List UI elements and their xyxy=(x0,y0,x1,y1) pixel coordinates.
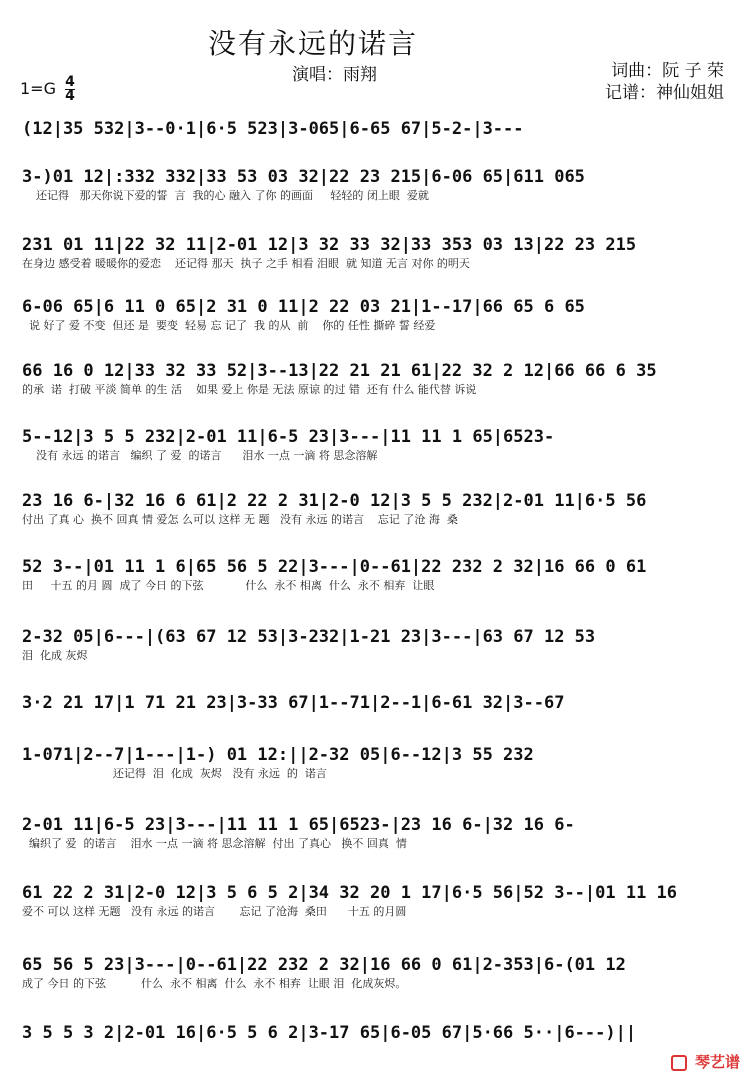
song-title: 没有永远的诺言 xyxy=(208,27,419,60)
key-label: 1=G xyxy=(20,79,56,98)
score-row-9 xyxy=(22,626,728,664)
lyrics-credit: 词曲：阮 子 荣 xyxy=(611,61,724,81)
score-row-1 xyxy=(22,118,728,156)
notation-line: 23 16 6-|32 16 6 61|2 22 2 31|2-0 12|3 5 5 232|2-01 11|6·5 56 xyxy=(22,491,647,511)
notation-line: 2-01 11|6-5 23|3---|11 11 1 65|6523-|23 16 6-|32 16 6- xyxy=(22,815,575,835)
score-row-5 xyxy=(22,360,728,398)
score-row-14 xyxy=(22,954,728,992)
score-row-11 xyxy=(22,744,728,782)
lyric-line: 成了 今日 的下弦 什么 永不 相离 什么 永不 相弃 让眼 泪 化成灰烬。 xyxy=(22,977,407,990)
score-row-10 xyxy=(22,692,728,730)
time-sig-top: 4 xyxy=(65,74,75,90)
score-row-12 xyxy=(22,814,728,852)
lyric-line: 还记得 那天你说下爱的誓 言 我的心 融入 了你 的画面 轻轻的 闭上眼 爱就 xyxy=(22,189,429,202)
lyric-line: 泪 化成 灰烬 xyxy=(22,649,88,662)
site-watermark xyxy=(671,1051,740,1072)
notation-line: 6-06 65|6 11 0 65|2 31 0 11|2 22 03 21|1--17|66 65 6 65 xyxy=(22,297,585,317)
score-row-6 xyxy=(22,426,728,464)
lyric-line: 田 十五 的月 圆 成了 今日 的下弦 什么 永不 相离 什么 永不 相弃 让眼 xyxy=(22,579,435,592)
score-row-2 xyxy=(22,166,728,204)
notation-line: 231 01 11|22 32 11|2-01 12|3 32 33 32|33 353 03 13|22 23 215 xyxy=(22,235,637,255)
notation-line: 66 16 0 12|33 32 33 52|3--13|22 21 21 61|22 32 2 12|66 66 6 35 xyxy=(22,361,657,381)
score-row-4 xyxy=(22,296,728,334)
notation-line: 5--12|3 5 5 232|2-01 11|6-5 23|3---|11 11 1 65|6523- xyxy=(22,427,555,447)
lyric-line: 在身边 感受着 暖暖你的爱恋 还记得 那天 执子 之手 相看 泪眼 就 知道 无言 对你 的明天 xyxy=(22,257,470,270)
notation-line: 3-)01 12|:332 332|33 53 03 32|22 23 215|6-06 65|611 065 xyxy=(22,167,585,187)
notation-line: 65 56 5 23|3---|0--61|22 232 2 32|16 66 0 61|2-353|6-(01 12 xyxy=(22,955,626,975)
notation-line: 1-071|2--7|1---|1-) 01 12:||2-32 05|6--12|3 55 232 xyxy=(22,745,534,765)
singer-credit: 演唱：雨翔 xyxy=(292,65,377,85)
score-row-3 xyxy=(22,234,728,272)
notation-line: 52 3--|01 11 1 6|65 56 5 22|3---|0--61|22 232 2 32|16 66 0 61 xyxy=(22,557,647,577)
score-row-7 xyxy=(22,490,728,528)
score-row-15 xyxy=(22,1022,728,1060)
lyric-line xyxy=(22,1044,728,1060)
score-row-8 xyxy=(22,556,728,594)
lyric-line: 的承 诺 打破 平淡 简单 的生 活 如果 爱上 你是 无法 原谅 的过 错 还有 什么 能代替 诉说 xyxy=(22,383,477,396)
lyric-line xyxy=(22,140,728,156)
score-row-13 xyxy=(22,882,728,920)
score-credit: 记谱：神仙姐姐 xyxy=(605,83,724,103)
lyric-line: 还记得 泪 化成 灰烬 没有 永远 的 诺言 xyxy=(22,767,327,780)
notation-line: 3 5 5 3 2|2-01 16|6·5 5 6 2|3-17 65|6-05 67|5·66 5··|6---)|| xyxy=(22,1023,637,1043)
lyric-line: 付出 了真 心 换不 回真 情 爱怎 么可以 这样 无 题 没有 永远 的诺言 忘记 了沧 海 桑 xyxy=(22,513,458,526)
site-name: 琴艺谱 xyxy=(694,1053,740,1071)
lyric-line: 编织了 爱 的诺言 泪水 一点 一滴 将 思念溶解 付出 了真心 换不 回真 情 xyxy=(22,837,407,850)
key-signature xyxy=(20,76,75,103)
time-signature xyxy=(65,76,75,103)
lyric-line: 爱不 可以 这样 无题 没有 永远 的诺言 忘记 了沧海 桑田 十五 的月圆 xyxy=(22,905,407,918)
lyric-line: 没有 永远 的诺言 编织 了 爱 的诺言 泪水 一点 一滴 将 思念溶解 xyxy=(22,449,378,462)
lyric-line xyxy=(22,714,728,730)
qinyipu-logo-icon xyxy=(671,1055,687,1071)
notation-line: 3·2 21 17|1 71 21 23|3-33 67|1--71|2--1|6-61 32|3--67 xyxy=(22,693,565,713)
notation-line: 2-32 05|6---|(63 67 12 53|3-232|1-21 23|3---|63 67 12 53 xyxy=(22,627,596,647)
notation-line: (12|35 532|3--0·1|6·5 523|3-065|6-65 67|5-2-|3--- xyxy=(22,119,524,139)
time-sig-bottom: 4 xyxy=(65,88,75,104)
notation-line: 61 22 2 31|2-0 12|3 5 6 5 2|34 32 20 1 17|6·5 56|52 3--|01 11 16 xyxy=(22,883,678,903)
lyric-line: 说 好了 爱 不变 但还 是 要变 轻易 忘 记了 我 的从 前 你的 任性 撕碎 誓 经爱 xyxy=(22,319,436,332)
